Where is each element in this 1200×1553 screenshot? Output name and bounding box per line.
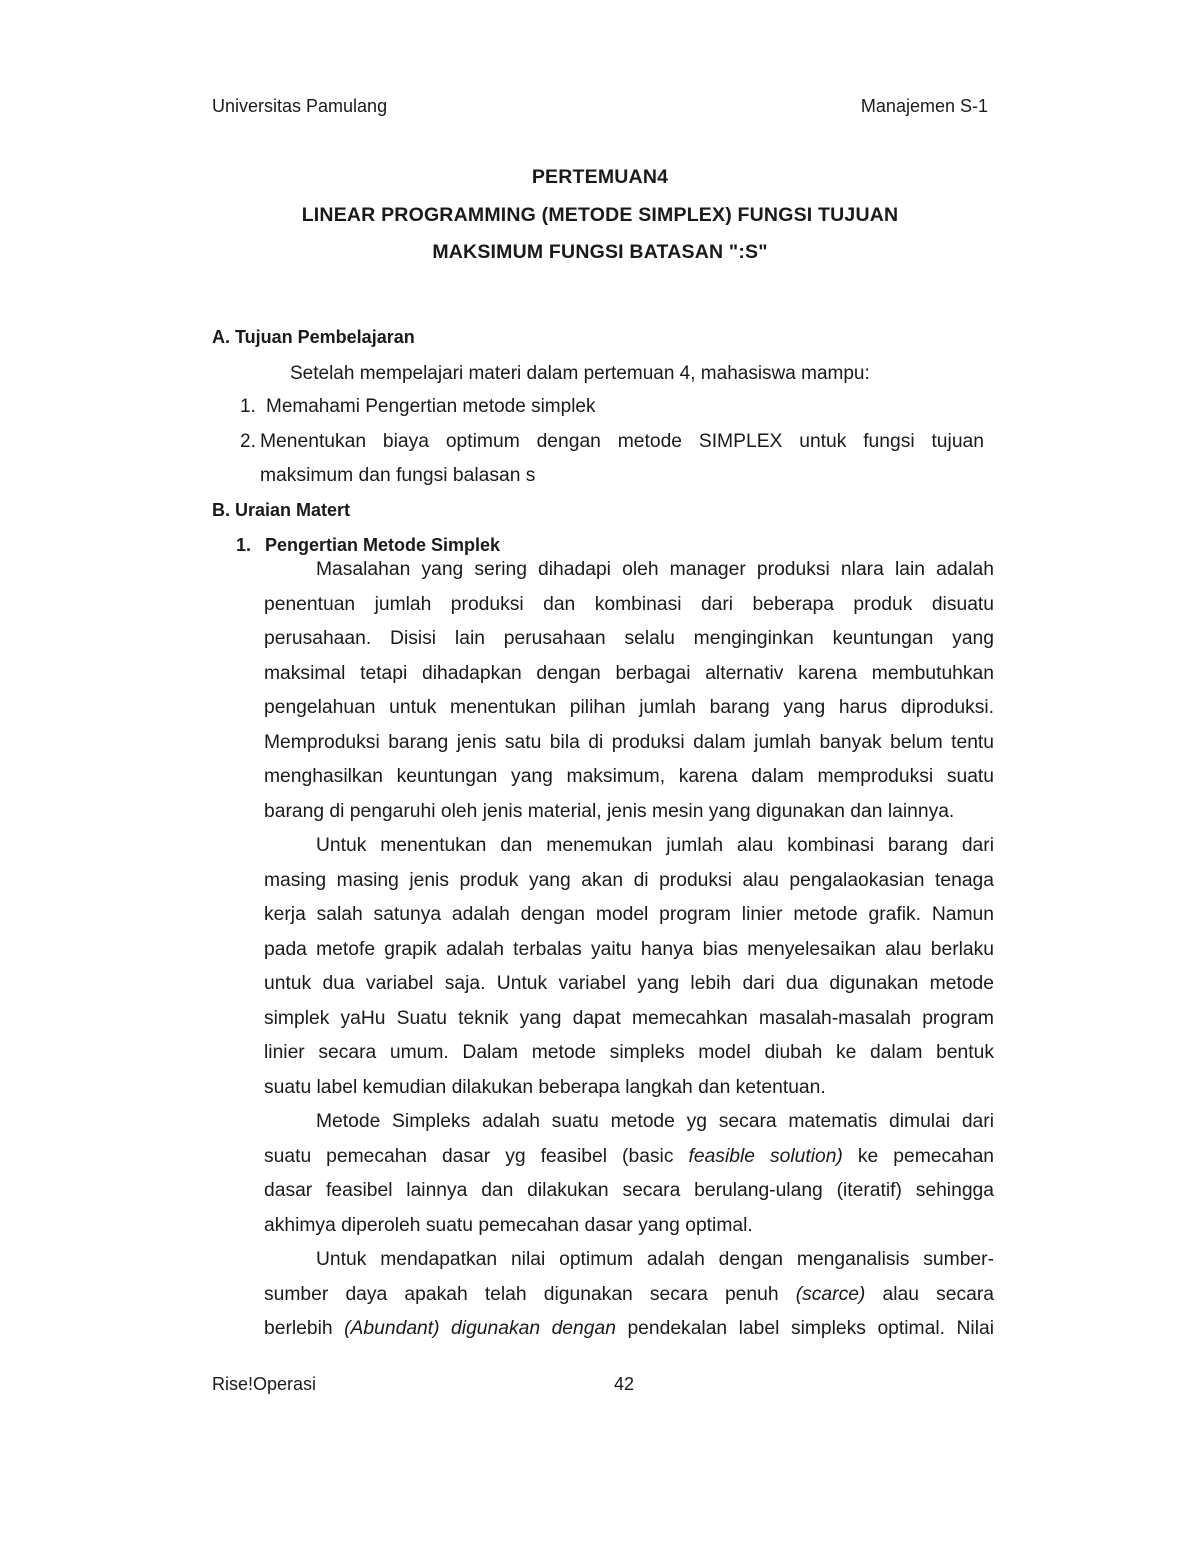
paragraph-line bbox=[264, 1140, 994, 1175]
header-university: Universitas Pamulang bbox=[212, 96, 388, 116]
paragraph-4 bbox=[264, 1243, 994, 1347]
paragraph-line: Memproduksi barang jenis satu bila di produksi dalam jumlah banyak belum tentu bbox=[264, 731, 994, 753]
paragraph-3 bbox=[264, 1105, 994, 1243]
section-a-intro: Setelah mempelajari materi dalam pertemuan 4, mahasiswa mampu: bbox=[290, 363, 870, 384]
footer-course: Rise!Operasi bbox=[212, 1374, 317, 1394]
objective-1-text: Memahami Pengertian metode simplek bbox=[266, 396, 596, 417]
italic-term: (scarce) bbox=[795, 1283, 866, 1305]
section-a-heading: A. Tujuan Pembelajaran bbox=[212, 327, 415, 347]
header-program: Manajemen S-1 bbox=[860, 96, 988, 116]
italic-term: feasible solution) bbox=[688, 1145, 843, 1167]
objective-2-line: maksimum dan fungsi balasan s bbox=[260, 464, 536, 486]
subsection-1-number: 1. bbox=[236, 535, 252, 555]
paragraph-line: akhimya diperoleh suatu pemecahan dasar yang optimal. bbox=[264, 1214, 753, 1236]
chapter-title-line1: LINEAR PROGRAMMING (METODE SIMPLEX) FUNGSI TUJUAN bbox=[301, 204, 899, 226]
paragraph-line: perusahaan. Disisi lain perusahaan selalu menginginkan keuntungan yang bbox=[264, 628, 994, 649]
objective-2-text bbox=[260, 425, 984, 493]
paragraph-line: untuk dua variabel saja. Untuk variabel yang lebih dari dua digunakan metode bbox=[264, 973, 994, 994]
paragraph-2 bbox=[264, 829, 994, 1105]
paragraph-line bbox=[264, 1278, 994, 1313]
paragraph-line: Metode Simpleks adalah suatu metode yg secara matematis dimulai dari bbox=[316, 1111, 994, 1132]
paragraph-line bbox=[264, 1312, 994, 1347]
text-run: alau secara bbox=[865, 1283, 994, 1305]
paragraph-line: maksimal tetapi dihadapkan dengan berbagai alternativ karena membutuhkan bbox=[264, 662, 994, 684]
paragraph-line: linier secara umum. Dalam metode simpleks model diubah ke dalam bentuk bbox=[264, 1042, 994, 1063]
paragraph-line: barang di pengaruhi oleh jenis material, jenis mesin yang digunakan dan lainnya. bbox=[264, 800, 955, 822]
paragraph-line: simplek yaHu Suatu teknik yang dapat memecahkan masalah-masalah program bbox=[264, 1007, 994, 1029]
paragraph-line: pada metofe grapik adalah terbalas yaitu hanya bias menyelesaikan alau berlaku bbox=[264, 938, 994, 960]
paragraph-line: penentuan jumlah produksi dan kombinasi dari beberapa produk disuatu bbox=[264, 593, 994, 615]
objective-1-number: 1. bbox=[240, 396, 256, 417]
chapter-title-line2: MAKSIMUM FUNGSI BATASAN ":S" bbox=[432, 241, 768, 263]
section-b-heading: B. Uraian Matert bbox=[212, 500, 351, 520]
paragraph-line: kerja salah satunya adalah dengan model program linier metode grafik. Namun bbox=[264, 904, 994, 925]
paragraph-line: suatu label kemudian dilakukan beberapa langkah dan ketentuan. bbox=[264, 1076, 826, 1098]
paragraph-line: Masalahan yang sering dihadapi oleh manager produksi nlara lain adalah bbox=[316, 559, 994, 580]
page-number: 42 bbox=[614, 1374, 635, 1394]
paragraph-line: masing masing jenis produk yang akan di produksi alau pengalaokasian tenaga bbox=[264, 869, 994, 891]
text-run: berlebih bbox=[264, 1318, 345, 1339]
paragraph-line: menghasilkan keuntungan yang maksimum, karena dalam memproduksi suatu bbox=[264, 766, 994, 787]
objective-2-number: 2. bbox=[240, 431, 256, 452]
objective-2-line: Menentukan biaya optimum dengan metode SIMPLEX untuk fungsi tujuan bbox=[260, 431, 984, 452]
paragraph-line: pengelahuan untuk menentukan pilihan jumlah barang yang harus diproduksi. bbox=[264, 697, 994, 718]
text-run: sumber daya apakah telah digunakan secara penuh bbox=[264, 1283, 796, 1305]
italic-term: (Abundant) digunakan dengan bbox=[344, 1318, 616, 1339]
meeting-title: PERTEMUAN4 bbox=[531, 166, 669, 188]
subsection-1-title: Pengertian Metode Simplek bbox=[265, 535, 501, 555]
paragraph-line: dasar feasibel lainnya dan dilakukan secara berulang-ulang (iteratif) sehingga bbox=[264, 1180, 994, 1201]
text-run: suatu pemecahan dasar yg feasibel (basic bbox=[264, 1145, 689, 1167]
paragraph-line: Untuk menentukan dan menemukan jumlah alau kombinasi barang dari bbox=[316, 835, 994, 856]
text-run: ke pemecahan bbox=[842, 1145, 995, 1167]
text-run: pendekalan label simpleks optimal. Nilai bbox=[615, 1318, 994, 1339]
paragraph-1 bbox=[264, 553, 994, 829]
paragraph-line: Untuk mendapatkan nilai optimum adalah dengan menganalisis sumber- bbox=[316, 1249, 994, 1270]
